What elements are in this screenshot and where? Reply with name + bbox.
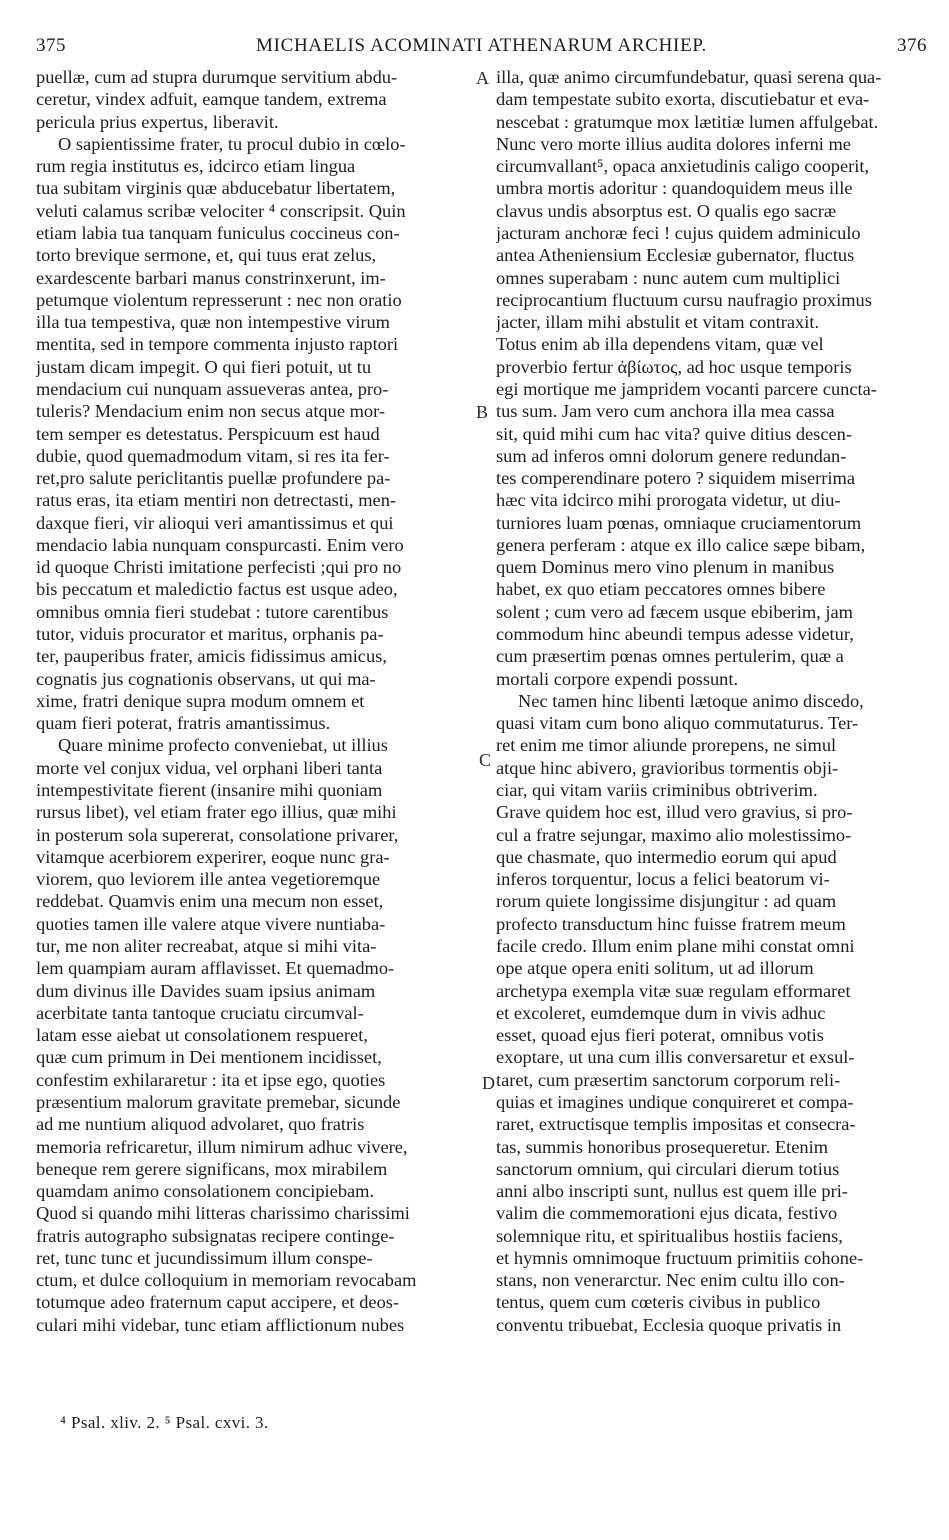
text-line: valim die commemorationi ejus dicata, festivo [496, 1203, 838, 1224]
right-text-column [496, 66, 933, 1336]
text-line: omnibus omnia fieri studebat : tutore carentibus [36, 601, 389, 622]
text-line: quam fieri poterat, fratris amantissimus. [36, 713, 331, 734]
text-line: memoria refricaretur, illum nimirum adhuc vivere, [36, 1136, 408, 1157]
text-line: torto brevique sermone, et, qui tuus erat zelus, [36, 245, 377, 266]
text-line: justam dicam impegit. O qui fieri potuit, ut tu [36, 356, 372, 377]
text-line: ret,pro salute periclitantis puellæ profundere pa- [36, 468, 391, 489]
text-line: sanctorum omnium, qui circulari dierum totius [496, 1158, 840, 1179]
text-line: taret, cum præsertim sanctorum corporum reli- [496, 1069, 841, 1090]
left-text-column [36, 66, 476, 1336]
text-line: Quod si quando mihi litteras charissimo charissimi [36, 1203, 410, 1224]
text-line: tem semper es detestatus. Perspicuum est haud [36, 423, 380, 444]
text-line: quem Dominus mero vino plenum in manibus [496, 557, 835, 578]
text-line: dubie, quod quemadmodum vitam, si res ita fer- [36, 445, 390, 466]
text-line: sum ad inferos omni dolorum genere redundan- [496, 445, 847, 466]
text-line: Nunc vero morte illius audita dolores inferni me [496, 133, 851, 154]
text-line: O sapientissime frater, tu procul dubio in cœlo- [58, 133, 406, 154]
text-line: umbra mortis adoritur : quandoquidem meus ille [496, 178, 853, 199]
text-line: solent ; cum vero ad fæcem usque ebiberim, jam [496, 601, 853, 622]
text-line: et excoleret, eumdemque dum in vivis adhuc [496, 1002, 826, 1023]
text-line: inferos torquentur, locus a felici beatorum vi- [496, 869, 830, 890]
text-line: egi mortique me jampridem vocanti parcere cuncta- [496, 378, 877, 399]
text-line: habet, ex quo etiam peccatores omnes bibere [496, 579, 826, 600]
text-line: latam esse aiebat ut consolationem respueret, [36, 1025, 368, 1046]
footnotes: ⁴ Psal. xliv. 2. ⁵ Psal. cxvi. 3. [60, 1413, 269, 1432]
text-line: hæc vita idcirco mihi prorogata videtur, ut diu- [496, 490, 841, 511]
text-line: xime, fratri denique supra modum omnem et [36, 690, 365, 711]
text-line: rum regia institutus es, idcirco etiam lingua [36, 156, 356, 177]
text-line: Nec tamen hinc libenti lætoque animo discedo, [518, 690, 864, 711]
text-line: exardescente barbari manus constrinxerunt, im- [36, 267, 386, 288]
text-line: morte vel conjux vidua, vel orphani liberi tanta [36, 757, 383, 778]
text-line: totumque adeo fraternum caput accipere, et deos- [36, 1292, 400, 1313]
text-line: mendacium cui nunquam assueveras antea, pro- [36, 378, 389, 399]
text-line: mendacio labia nunquam conspurcasti. Enim vero [36, 534, 404, 555]
text-line: rursus libet), vel etiam frater ego illius, quæ mihi [36, 802, 397, 823]
text-line: ceretur, vindex adfuit, eamque tandem, extrema [36, 89, 387, 110]
text-line: facile credo. Illum enim plane mihi constat omni [496, 935, 855, 956]
text-line: tutor, viduis procurator et maritus, orphanis pa- [36, 624, 384, 645]
text-line: conventu tribuebat, Ecclesia quoque privatis in [496, 1314, 842, 1335]
text-line: intempestivitate fierent (insanire mihi quoniam [36, 780, 383, 800]
text-line: illa, quæ animo circumfundebatur, quasi serena qua- [496, 67, 882, 87]
text-line: tus sum. Jam vero cum anchora illa mea cassa [496, 401, 835, 422]
text-line: quasi vitam cum bono aliquo commutaturus. Ter- [496, 713, 859, 734]
text-line: præsentium malorum gravitate premebar, sicunde [36, 1091, 401, 1112]
text-line: archetypa exempla vitæ suæ regulam efformaret [496, 980, 851, 1001]
text-line: ctum, et dulce colloquium in memoriam revocabam [36, 1270, 417, 1291]
text-line: exoptare, ut una cum illis conversaretur et exsul- [496, 1047, 855, 1068]
text-line: tuleris? Mendacium enim non secus atque mor- [36, 401, 385, 422]
text-line: tas, summis honoribus prosequeretur. Etenim [496, 1136, 829, 1157]
text-line: rorum quiete longissime disjungitur : ad quam [496, 891, 837, 912]
text-line: stans, non venerarctur. Nec enim cultu illo con- [496, 1270, 845, 1291]
text-line: reddebat. Quamvis enim una mecum non esset, [36, 891, 384, 912]
text-line: ratus eras, ita etiam mentiri non detrectasti, men- [36, 490, 397, 511]
text-line: acerbitate tanta tantoque cruciatu circumval- [36, 1002, 364, 1023]
text-line: confestim exhilararetur : ita et ipse ego, quoties [36, 1069, 386, 1090]
text-line: beneque rem gerere significans, mox mirabilem [36, 1158, 388, 1179]
text-line: tes comperendinare potero ? siquidem miserrima [496, 468, 856, 489]
right-page-number: 376 [897, 35, 927, 56]
text-line: cum præsertim pœnas omnes pertulerim, quæ a [496, 646, 844, 667]
text-line: bis peccatum et maledictio factus est usque adeo, [36, 579, 398, 600]
text-line: tur, me non aliter recreabat, atque si mihi vita- [36, 935, 377, 956]
text-line: sit, quid mihi cum hac vita? quive ditius descen- [496, 423, 852, 444]
text-line: jacter, illam mihi abstulit et vitam contraxit. [496, 312, 820, 333]
text-line: petumque violentum represserunt : nec non oratio [36, 289, 402, 310]
text-line: Totus enim ab illa dependens vitam, quæ vel [496, 334, 824, 355]
text-line: pericula prius expertus, liberavit. [36, 111, 279, 132]
text-line: ter, pauperibus frater, amicis fidissimus amicus, [36, 646, 387, 667]
text-line: viorem, quo leviorem ille antea vegetioremque [36, 869, 381, 890]
text-line: et hymnis omnimoque fructuum primitiis cohone- [496, 1247, 864, 1268]
text-line: circumvallant⁵, opaca anxietudinis caligo cooperit, [496, 156, 870, 177]
text-line: lem quampiam auram afflavisset. Et quemadmo- [36, 958, 395, 979]
text-line: antea Atheniensium Ecclesiæ gubernator, fluctus [496, 245, 855, 266]
text-line: quamdam animo consolationem concipiebam. [36, 1181, 375, 1202]
text-line: proverbio fertur ἀβίωτος, ad hoc usque temporis [496, 356, 852, 377]
text-line: Quare minime profecto conveniebat, ut illius [58, 735, 388, 756]
text-line: ope atque opera eniti solitum, ut ad illorum [496, 958, 814, 979]
text-line: in posterum sola supererat, consolatione privarer, [36, 824, 399, 845]
text-line: fratris autographo subsignatas recipere continge- [36, 1225, 395, 1246]
text-line: illa tua tempestiva, quæ non intempestive virum [36, 312, 390, 333]
text-line: reciprocantium fluctuum cursu naufragio proximus [496, 289, 872, 310]
text-line: tentus, quem cum cœteris civibus in publico [496, 1292, 821, 1313]
text-line: puellæ, cum ad stupra durumque servitium abdu- [36, 67, 398, 87]
text-line: profecto transductum hinc fuisse fratrem meum [496, 913, 846, 934]
text-line: quoties tamen ille valere atque vivere nuntiaba- [36, 913, 386, 934]
margin-letter-d: D [482, 1073, 495, 1093]
left-page-number: 375 [36, 35, 66, 56]
text-line: cognatis jus cognationis observans, ut qui ma- [36, 668, 376, 689]
text-line: ad me nuntium aliquod advolaret, quo fratris [36, 1114, 365, 1135]
text-line: anni albo inscripti sunt, nullus est quem ille pri- [496, 1181, 848, 1202]
text-line: ret enim me timor aliunde prorepens, ne simul [496, 735, 837, 756]
text-line: clavus undis absorptus est. O qualis ego sacræ [496, 200, 837, 221]
text-line: que chasmate, quo intermedio eorum qui apud [496, 846, 837, 867]
margin-letter-a: A [476, 68, 489, 88]
text-line: dam tempestate subito exorta, discutiebatur et eva- [496, 89, 870, 110]
text-line: raret, extructisque templis impositas et consecra- [496, 1114, 856, 1135]
text-line: genera perferam : atque ex illo calice sæpe bibam, [496, 534, 866, 555]
running-header [36, 35, 927, 59]
text-line: ciar, qui vitam variis criminibus obtriverim. [496, 780, 818, 800]
text-line: etiam labia tua tanquam funiculus coccineus con- [36, 222, 400, 243]
text-line: mortali corpore expendi possunt. [496, 668, 739, 689]
text-line: cul a fratre sejungar, maximo alio molestissimo- [496, 824, 852, 845]
text-line: veluti calamus scribæ velociter ⁴ conscripsit. Quin [36, 200, 406, 221]
text-line: tua subitam virginis quæ abducebatur libertatem, [36, 178, 396, 199]
text-line: daxque fieri, vir alioqui veri amantissimus et qui [36, 512, 394, 533]
margin-letter-c: C [479, 750, 492, 770]
text-line: quias et imagines undique conquireret et compa- [496, 1091, 854, 1112]
text-line: dum divinus ille Davides suam ipsius animam [36, 980, 376, 1001]
text-line: solemnique ritu, et spiritualibus hostiis faciens, [496, 1225, 843, 1246]
text-line: nescebat : gratumque mox lætitiæ lumen affulgebat. [496, 111, 879, 132]
text-line: commodum hinc abeundi tempus adesse videtur, [496, 624, 854, 645]
text-line: omnes superabam : nunc autem cum multiplici [496, 267, 841, 288]
text-line: id quoque Christi imitatione perfecisti ;qui pro no [36, 557, 402, 578]
text-line: esset, quoad ejus fieri poterat, omnibus votis [496, 1025, 824, 1046]
text-line: turniores luam pœnas, omniaque cruciamentorum [496, 512, 862, 533]
text-line: mentita, sed in tempore commenta injusto raptori [36, 334, 399, 355]
margin-letter-b: B [476, 402, 489, 422]
text-line: quæ cum primum in Dei mentionem incidisset, [36, 1047, 382, 1068]
text-line: atque hinc abivero, gravioribus tormentis obji- [496, 757, 839, 778]
text-line: Grave quidem hoc est, illud vero gravius, si pro- [496, 802, 853, 823]
text-line: ret, tunc tunc et jucundissimum illum conspe- [36, 1247, 373, 1268]
text-line: culari mihi videbar, tunc etiam afflictionum nubes [36, 1314, 405, 1335]
text-line: jacturam anchoræ feci ! cujus quidem adminiculo [496, 222, 861, 243]
running-title: MICHAELIS ACOMINATI ATHENARUM ARCHIEP. [256, 35, 707, 56]
text-line: vitamque acerbiorem experirer, eoque nunc gra- [36, 846, 390, 867]
